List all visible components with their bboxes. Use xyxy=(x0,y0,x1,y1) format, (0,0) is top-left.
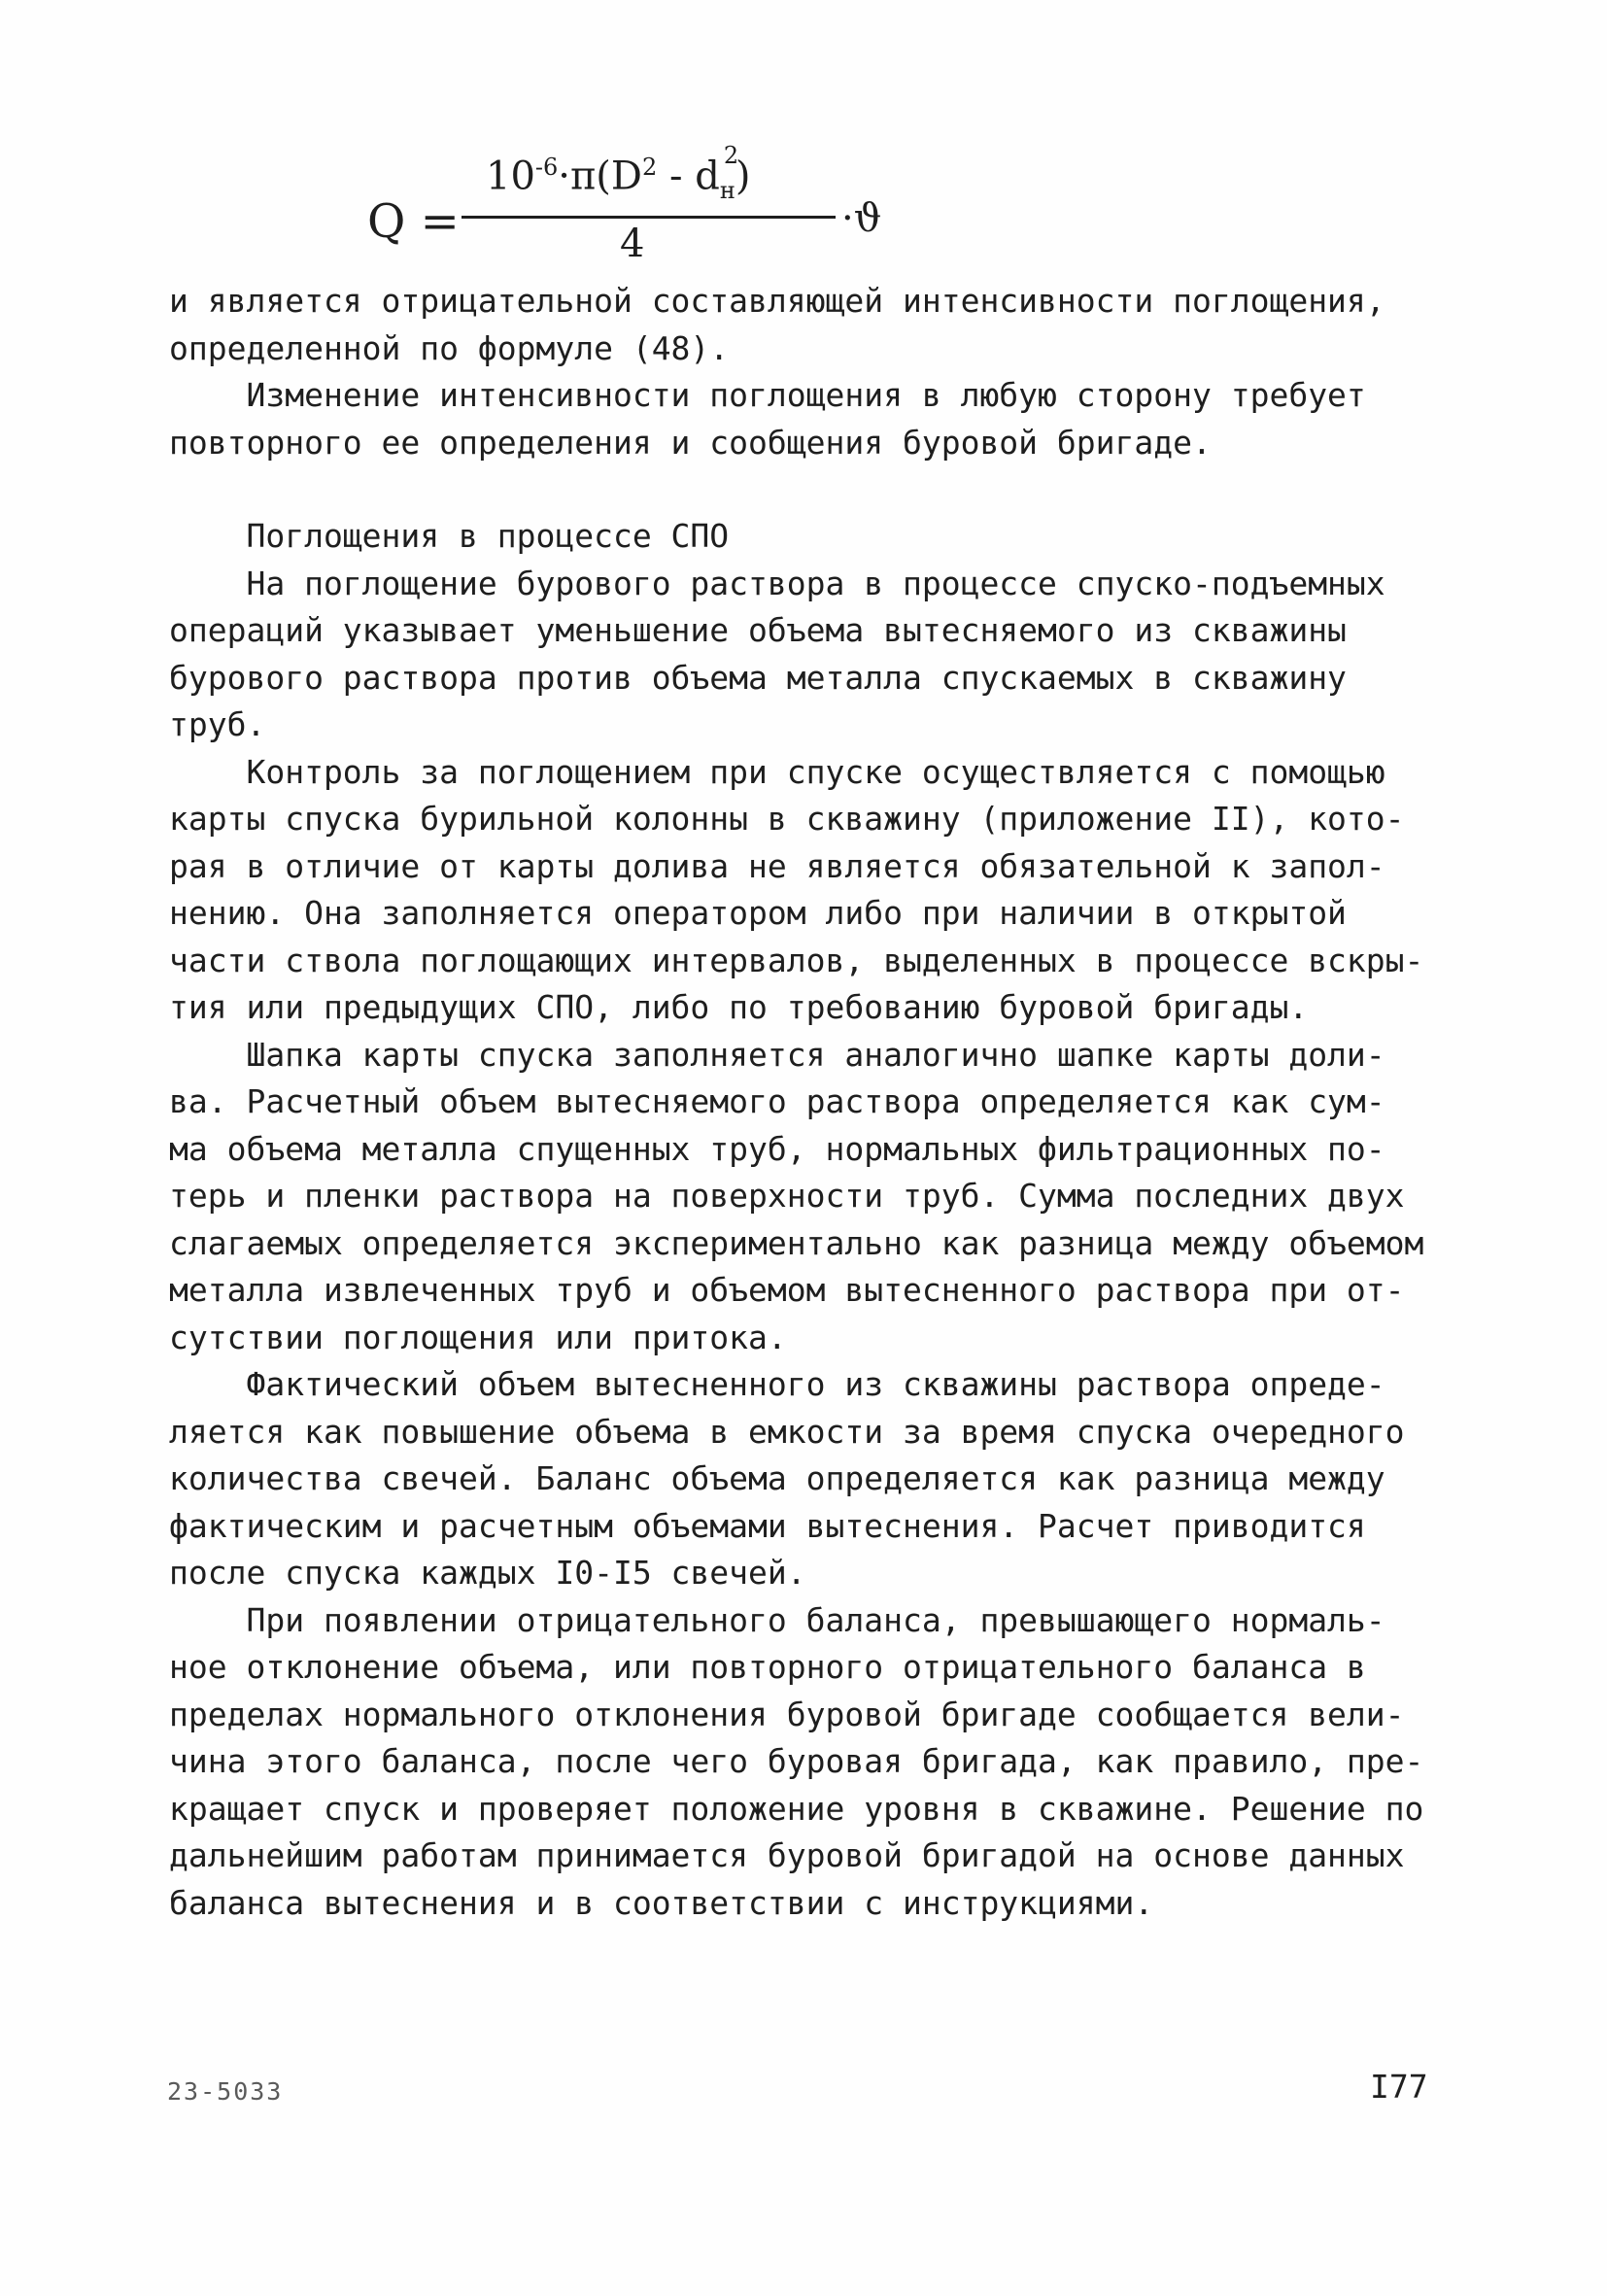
text-line: Фактический объем вытесненного из скважины раствора опреде- xyxy=(169,1365,1385,1403)
text-line: ляется как повышение объема в емкости за время спуска очередного xyxy=(169,1412,1405,1451)
formula-close: ) xyxy=(735,154,751,199)
text-line: повторного ее определения и сообщения буровой бригаде. xyxy=(169,423,1212,462)
text-line: чина этого баланса, после чего буровая бригада, как правило, пре- xyxy=(169,1742,1424,1780)
text-line: определенной по формуле (48). xyxy=(169,328,730,367)
text-line: пределах нормального отклонения буровой бригаде сообщается вели- xyxy=(169,1695,1405,1733)
formula-D-exp: 2 xyxy=(641,154,658,181)
formula-d-indices xyxy=(719,142,739,205)
footer-print-code: 23-5033 xyxy=(167,2077,284,2106)
text-line: Изменение интенсивности поглощения в любую сторону требует xyxy=(169,376,1366,414)
text-line: и является отрицательной составляющей интенсивности поглощения, xyxy=(169,282,1385,320)
text-line: тия или предыдущих СПО, либо по требованию буровой бригады. xyxy=(169,988,1309,1026)
text-line: металла извлеченных труб и объемом вытесненного раствора при от- xyxy=(169,1271,1405,1309)
text-line: Шапка карты спуска заполняется аналогично шапке карты доли- xyxy=(169,1035,1385,1074)
text-line: ма объема металла спущенных труб, нормальных фильтрационных по- xyxy=(169,1129,1385,1168)
formula-exp: -6 xyxy=(534,154,559,181)
text-line: рая в отличие от карты долива не является обязательной к запол- xyxy=(169,846,1385,885)
formula-numerator xyxy=(486,142,751,205)
formula-denominator: 4 xyxy=(620,222,645,266)
text-line: Поглощения в процессе СПО xyxy=(169,517,730,555)
volume-formula xyxy=(359,136,942,272)
text-line: карты спуска бурильной колонны в скважину (приложение II), кото- xyxy=(169,800,1405,838)
formula-multiplier: ·ϑ xyxy=(841,196,882,241)
page-number: I77 xyxy=(1370,2068,1428,2106)
text-line: количества свечей. Баланс объема определяется как разница между xyxy=(169,1459,1385,1497)
paragraph-gap xyxy=(169,466,1442,513)
text-line: ва. Расчетный объем вытесняемого раствора определяется как сум- xyxy=(169,1082,1385,1120)
formula-d-sup: 2 xyxy=(723,142,739,170)
text-line: дальнейшим работам принимается буровой бригадой на основе данных xyxy=(169,1836,1405,1874)
fraction-bar xyxy=(462,216,836,219)
text-line: сутствии поглощения или притока. xyxy=(169,1318,787,1356)
text-line: бурового раствора против объема металла спускаемых в скважину xyxy=(169,658,1347,697)
text-line: баланса вытеснения и в соответствии с инструкциями. xyxy=(169,1883,1154,1922)
formula-pi: ·π( xyxy=(558,154,611,199)
text-line: слагаемых определяется экспериментально как разница между объемом xyxy=(169,1223,1424,1262)
formula-coef: 10 xyxy=(486,154,535,199)
text-line: после спуска каждых I0-I5 свечей. xyxy=(169,1554,806,1592)
text-line: части ствола поглощающих интервалов, выделенных в процессе вскры- xyxy=(169,941,1424,979)
text-line: терь и пленки раствора на поверхности труб. Сумма последних двух xyxy=(169,1177,1405,1215)
text-line: кращает спуск и проверяет положение уровня в скважине. Решение по xyxy=(169,1789,1424,1828)
formula-minus-d: - d xyxy=(657,154,720,199)
text-line: Контроль за поглощением при спуске осуществляется с помощью xyxy=(169,752,1385,791)
text-line: труб. xyxy=(169,705,266,743)
text-line: нению. Она заполняется оператором либо при наличии в открытой xyxy=(169,894,1347,932)
text-line: При появлении отрицательного баланса, превышающего нормаль- xyxy=(169,1600,1385,1639)
text-line: На поглощение бурового раствора в процессе спуско-подъемных xyxy=(169,564,1385,602)
body-text xyxy=(169,278,1442,1927)
formula-d-sub: н xyxy=(719,177,735,205)
text-line: фактическим и расчетным объемами вытеснения. Расчет приводится xyxy=(169,1506,1366,1545)
formula-D: D xyxy=(610,154,642,199)
formula-lhs: Q = xyxy=(367,194,460,249)
text-line: операций указывает уменьшение объема вытесняемого из скважины xyxy=(169,611,1347,649)
text-line: ное отклонение объема, или повторного отрицательного баланса в xyxy=(169,1648,1366,1686)
